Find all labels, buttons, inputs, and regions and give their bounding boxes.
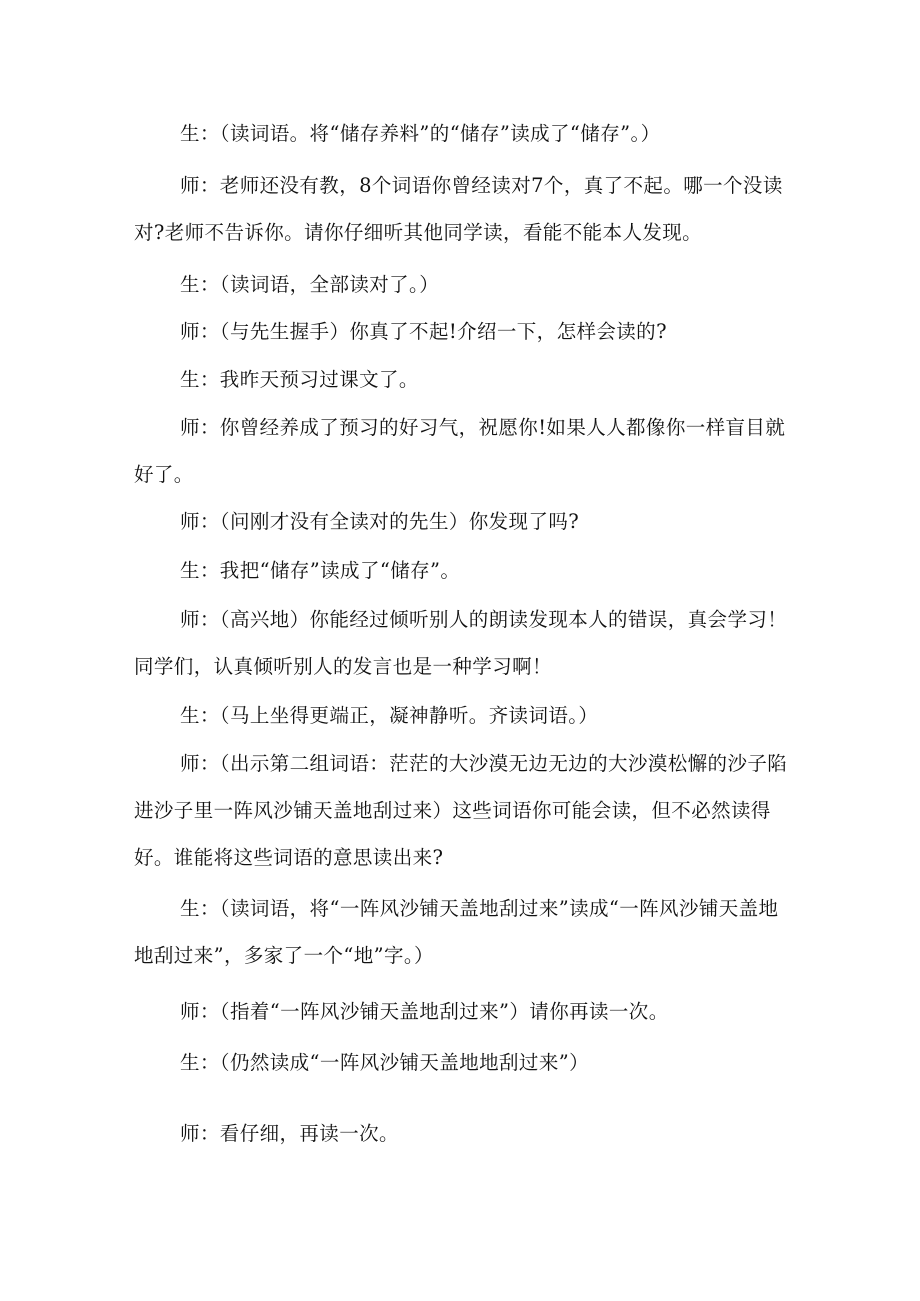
paragraph-10: 生：（马上坐得更端正，凝神静听。齐读词语。） — [180, 704, 599, 727]
paragraph-5: 生：我昨天预习过课文了。 — [180, 368, 419, 391]
paragraph-12: 生：（读词语，将“一阵风沙铺天盖地刮过来”读成“一阵风沙铺天盖地地刮过来”，多家了一个“地”字。） — [134, 897, 779, 967]
paragraph-15: 师：看仔细，再读一次。 — [180, 1122, 399, 1145]
paragraph-11: 师：（出示第二组词语：茫茫的大沙漠无边无边的大沙漠松懈的沙子陷进沙子里一阵风沙铺天盖地刮过来）这些词语你可能会读，但不必然读得好。谁能将这些词语的意思读出来? — [134, 752, 788, 869]
paragraph-3: 生：（读词语，全部读对了。） — [180, 273, 440, 296]
paragraph-1: 生：（读词语。将“储存养料”的“储存”读成了“储存”。） — [180, 122, 661, 145]
paragraph-9: 师：（高兴地）你能经过倾听别人的朗读发现本人的错误，真会学习！同学们，认真倾听别人的发言也是一种学习啊！ — [134, 608, 788, 678]
paragraph-13: 师：（指着“一阵风沙铺天盖地刮过来”）请你再读一次。 — [180, 1000, 669, 1023]
paragraph-2: 师：老师还没有教，8个词语你曾经读对7个，真了不起。哪一个没读对?老师不告诉你。请你仔细听其他同学读，看能不能本人发现。 — [134, 174, 783, 244]
paragraph-8: 生：我把“储存”读成了“储存”。 — [180, 559, 461, 582]
paragraph-14: 生：（仍然读成“一阵风沙铺天盖地地刮过来”） — [180, 1051, 589, 1074]
paragraph-4: 师：（与先生握手）你真了不起!介绍一下，怎样会读的? — [180, 320, 667, 343]
paragraph-6: 师：你曾经养成了预习的好习气，祝愿你!如果人人都像你一样盲目就好了。 — [134, 416, 786, 486]
paragraph-7: 师：（问刚才没有全读对的先生）你发现了吗? — [180, 510, 580, 533]
